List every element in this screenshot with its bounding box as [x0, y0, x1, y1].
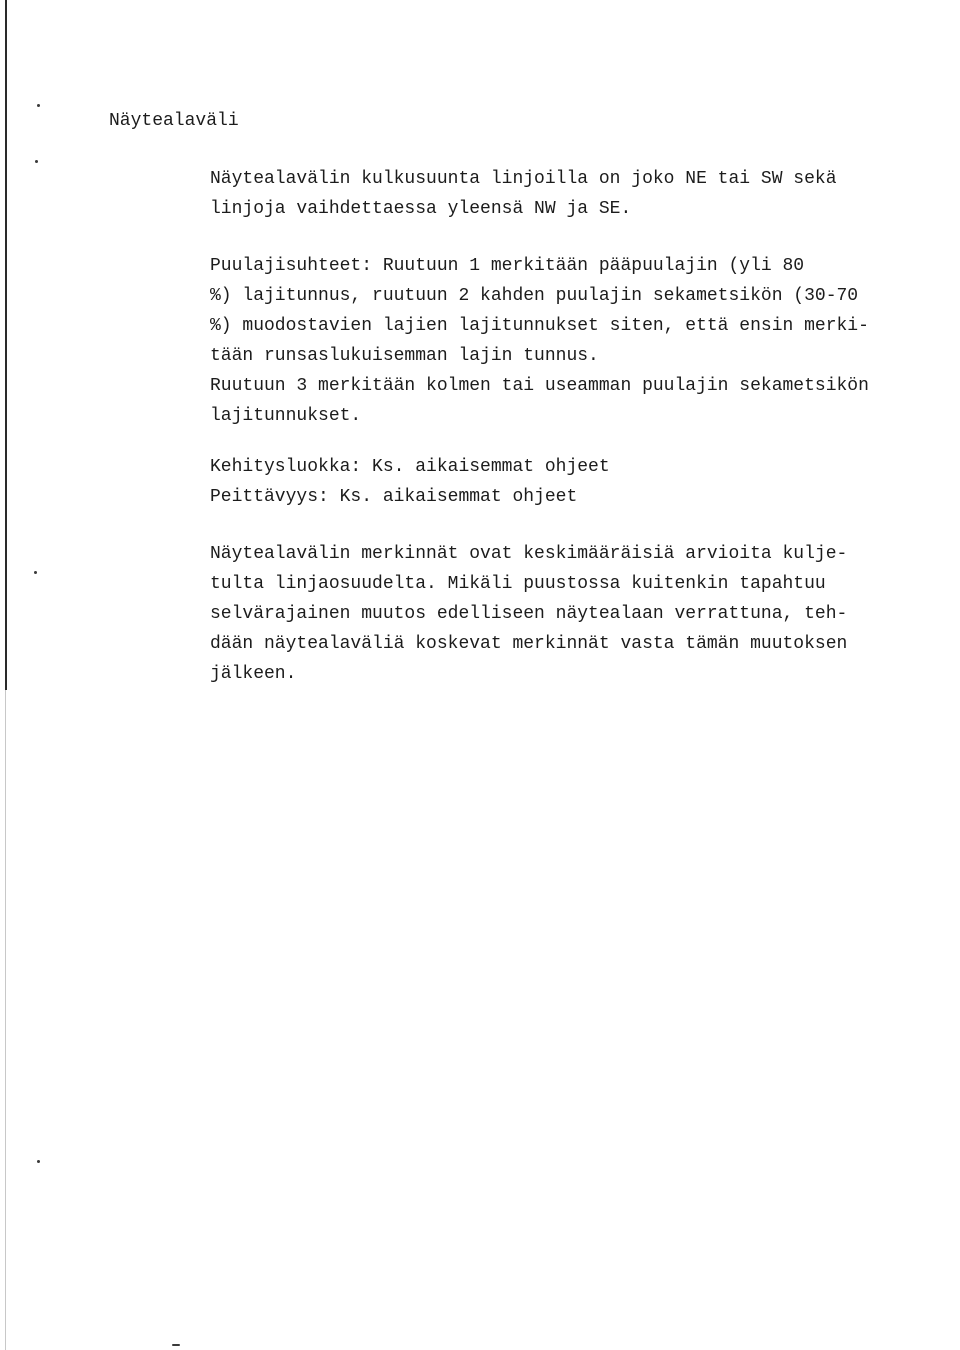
text-line: tään runsaslukuisemman lajin tunnus.: [210, 346, 599, 366]
paragraph-species-ratios: [210, 251, 869, 431]
paragraph-direction: [210, 164, 837, 224]
text-line: dään näytealaväliä koskevat merkinnät vasta tämän muutoksen: [210, 634, 848, 654]
text-line: Ruutuun 3 merkitään kolmen tai useamman puulajin sekametsikön: [210, 376, 869, 396]
text-line: jälkeen.: [210, 664, 297, 684]
scan-speck: [35, 160, 38, 163]
paragraph-classes: [210, 452, 610, 512]
scan-speck: [172, 1344, 180, 1346]
text-line: %) lajitunnus, ruutuun 2 kahden puulajin sekametsikön (30-70: [210, 286, 859, 306]
paragraph-estimates: [210, 539, 847, 689]
text-line: %) muodostavien lajien lajitunnukset siten, että ensin merki-: [210, 316, 869, 336]
text-line: Kehitysluokka: Ks. aikaisemmat ohjeet: [210, 457, 610, 477]
scan-left-edge-line-faint: [5, 690, 6, 1350]
text-line: Näytealavälin kulkusuunta linjoilla on joko NE tai SW sekä: [210, 169, 837, 189]
text-line: lajitunnukset.: [210, 406, 362, 426]
scan-speck: [37, 104, 40, 107]
text-line: Peittävyys: Ks. aikaisemmat ohjeet: [210, 487, 578, 507]
text-line: tulta linjaosuudelta. Mikäli puustossa kuitenkin tapahtuu: [210, 574, 826, 594]
text-line: linjoja vaihdettaessa yleensä NW ja SE.: [210, 199, 632, 219]
text-line: Näytealavälin merkinnät ovat keskimääräisiä arvioita kulje-: [210, 544, 848, 564]
scan-speck: [34, 571, 37, 574]
section-heading: Näytealaväli: [109, 111, 239, 131]
scan-left-edge-line: [5, 0, 7, 690]
scan-speck: [37, 1160, 40, 1163]
text-line: selvärajainen muutos edelliseen näytealaan verrattuna, teh-: [210, 604, 848, 624]
text-line: Puulajisuhteet: Ruutuun 1 merkitään pääpuulajin (yli 80: [210, 256, 805, 276]
